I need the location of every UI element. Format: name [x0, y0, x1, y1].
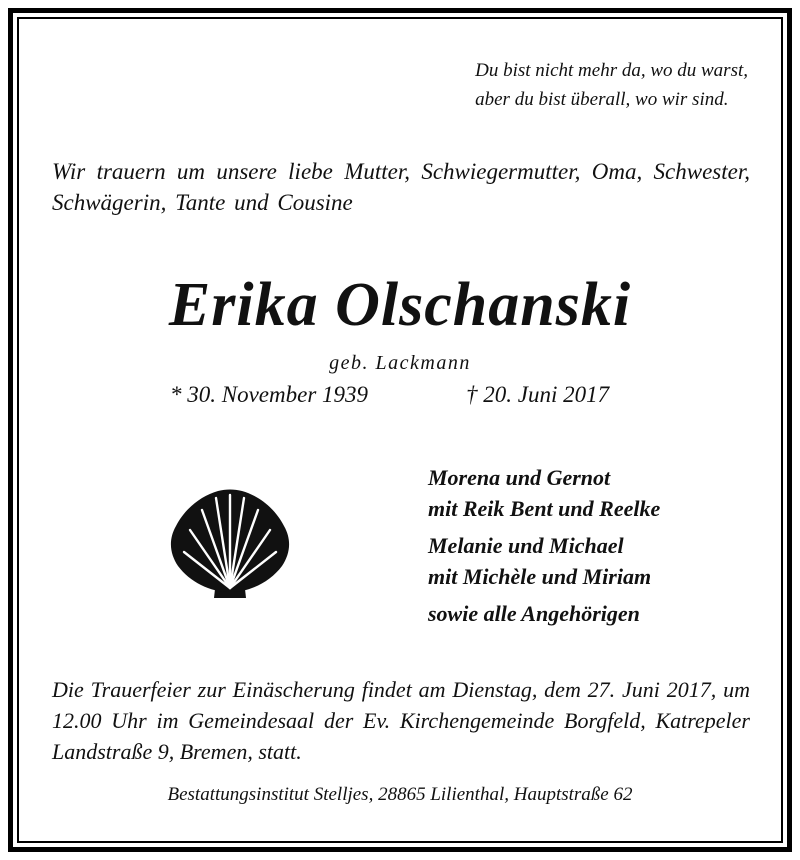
mourners-list: [428, 462, 660, 629]
birth-name: geb. Lackmann: [329, 352, 471, 374]
mourner-line: mit Michèle und Miriam: [428, 564, 652, 589]
mourner-line: Morena und Gernot: [428, 465, 611, 490]
birth-date: * 30. November 1939: [170, 382, 369, 407]
intro-text: Wir trauern um unsere liebe Mutter, Schwiegermutter, Oma, Schwester, Schwägerin, Tante und Cousine: [52, 159, 750, 215]
undertaker-line: Bestattungsinstitut Stelljes, 28865 Lilienthal, Hauptstraße 62: [167, 784, 633, 805]
motto-line-2: aber du bist überall, wo wir sind.: [475, 89, 729, 110]
ceremony-notice: Die Trauerfeier zur Einäscherung findet am Dienstag, dem 27. Juni 2017, um 12.00 Uhr im Gemeindesaal der Ev. Kirchengemeinde Borgfeld, Katrepeler Landstraße 9, Bremen, statt.: [52, 677, 750, 764]
mourner-line: sowie alle Angehörigen: [428, 601, 640, 626]
scallop-shell-icon: [170, 488, 290, 600]
motto-line-1: Du bist nicht mehr da, wo du warst,: [475, 60, 748, 81]
mourner-line: mit Reik Bent und Reelke: [428, 496, 661, 521]
death-date: † 20. Juni 2017: [466, 382, 610, 407]
deceased-name: Erika Olschanski: [168, 271, 632, 339]
motto-quote: [475, 56, 748, 114]
mourner-line: Melanie und Michael: [428, 533, 624, 558]
